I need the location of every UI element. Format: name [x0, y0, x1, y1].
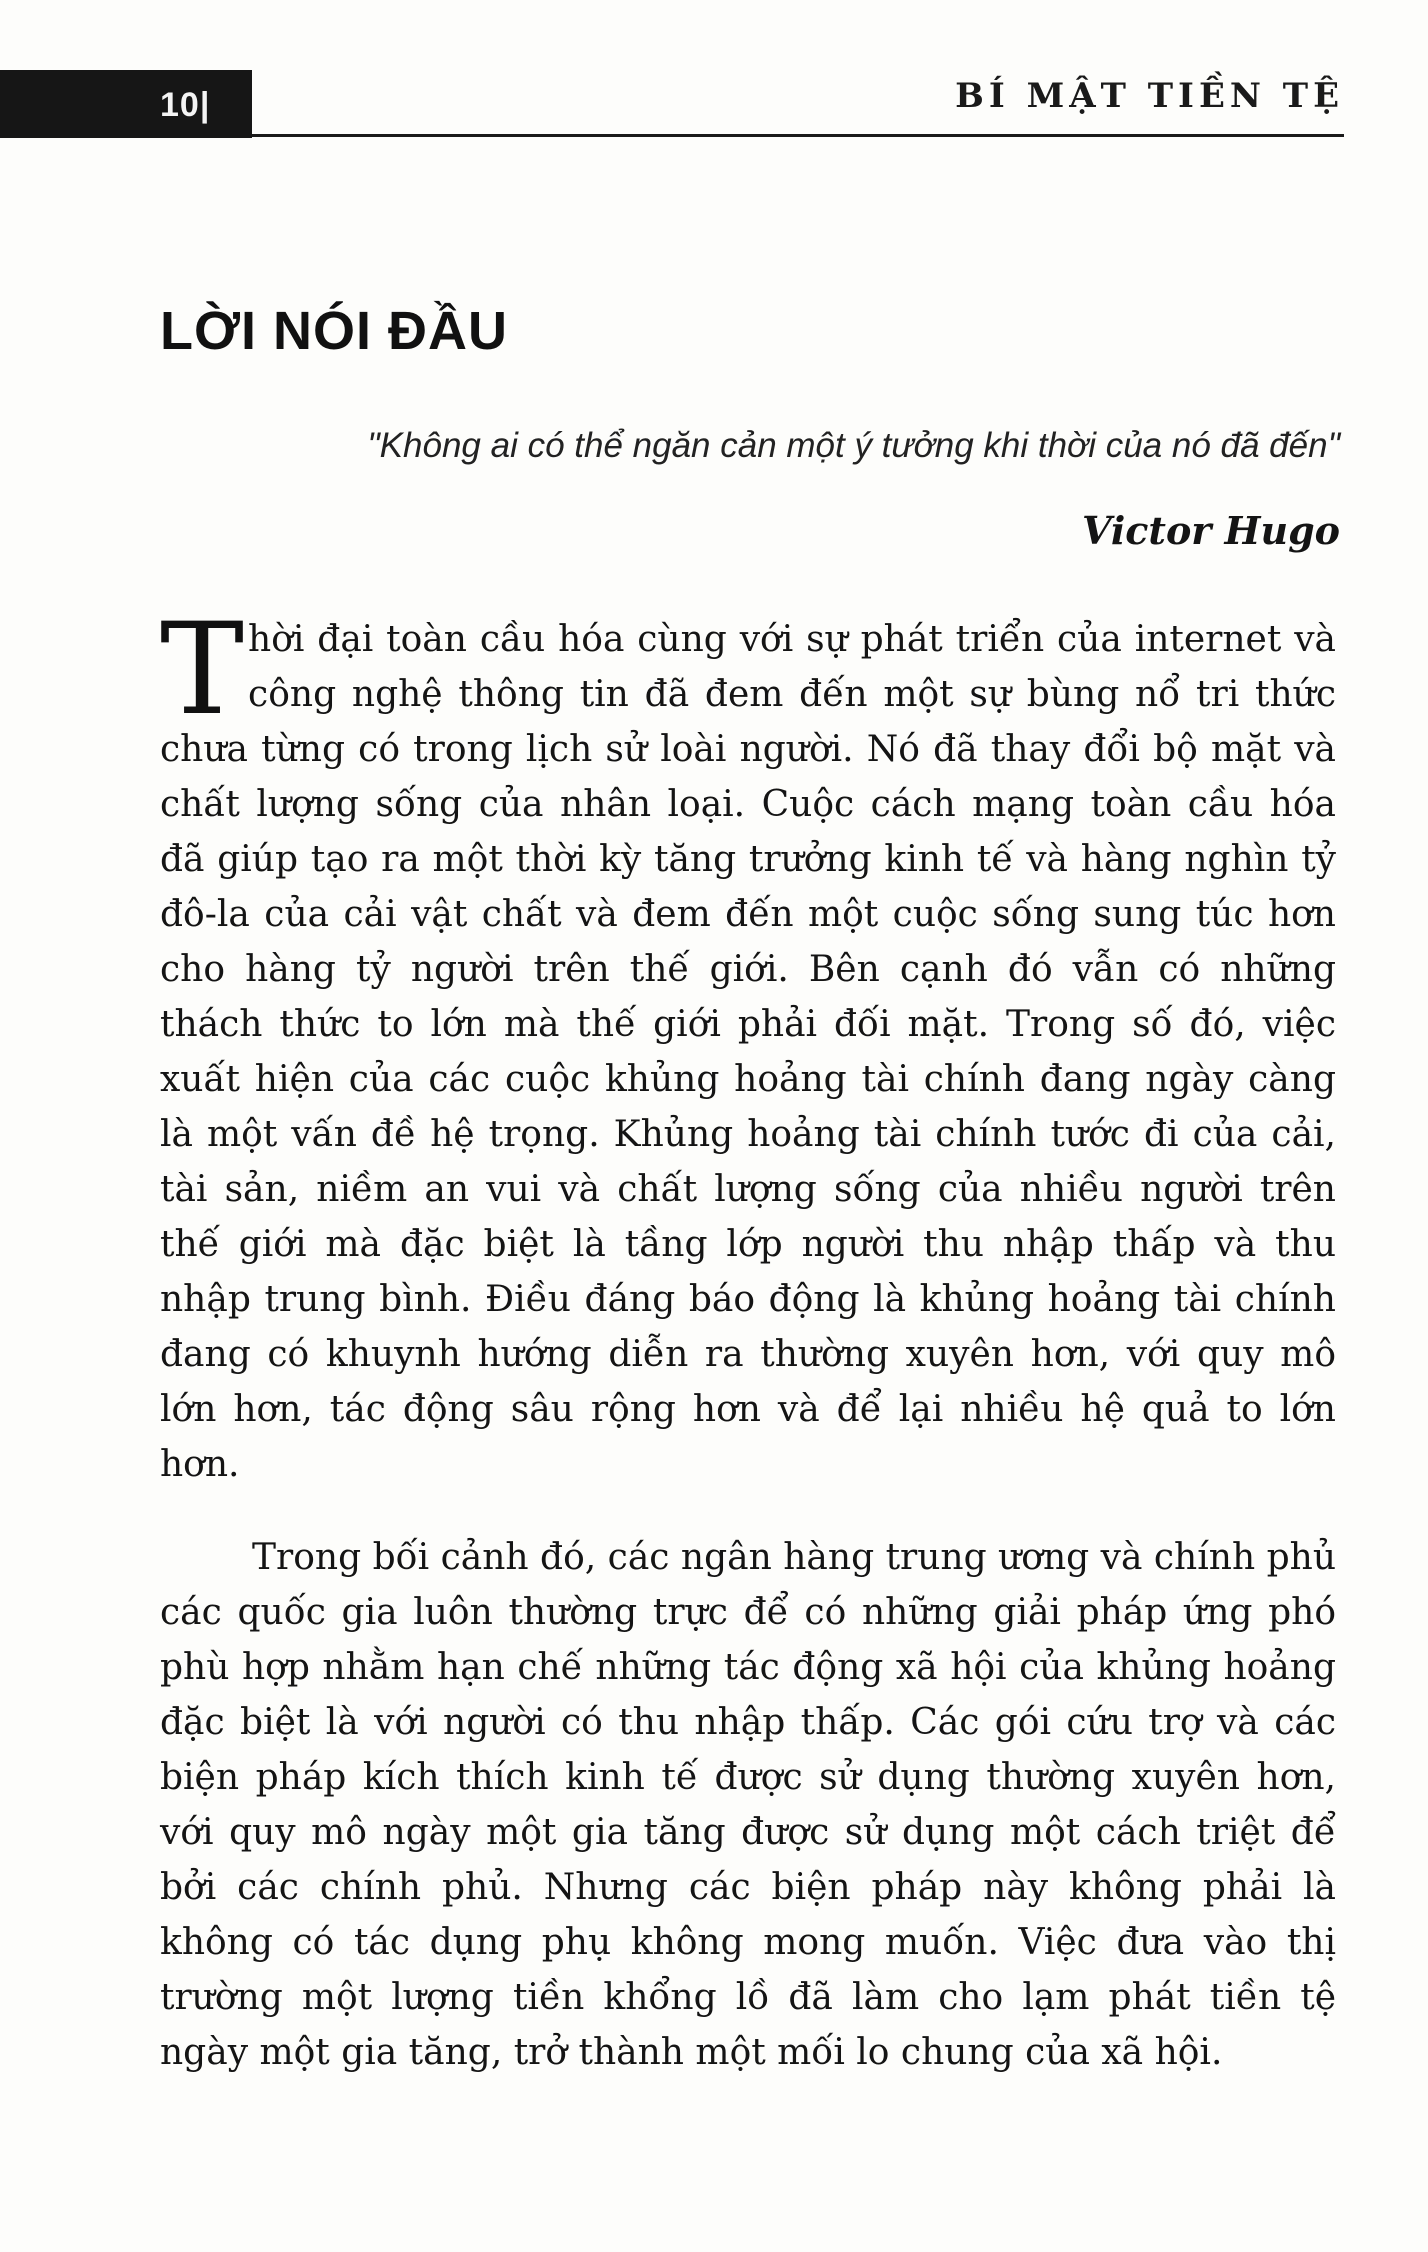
page-number-tab: [0, 70, 252, 138]
paragraph-1-text: hời đại toàn cầu hóa cùng với sự phát triển của internet và công nghệ thông tin đã đem đến một sự bùng nổ tri thức chưa từng có trong lịch sử loài người. Nó đã thay đổi bộ mặt và chất lượng sống của nhân loại. Cuộc cách mạng toàn cầu hóa đã giúp tạo ra một thời kỳ tăng trưởng kinh tế và hàng nghìn tỷ đô-la của cải vật chất và đem đến một cuộc sống sung túc hơn cho hàng tỷ người trên thế giới. Bên cạnh đó vẫn có những thách thức to lớn mà thế giới phải đối mặt. Trong số đó, việc xuất hiện của các cuộc khủng hoảng tài chính đang ngày càng là một vấn đề hệ trọng. Khủng hoảng tài chính tước đi của cải, tài sản, niềm an vui và chất lượng sống của nhiều người trên thế giới mà đặc biệt là tầng lớp người thu nhập thấp và thu nhập trung bình. Điều đáng báo động là khủng hoảng tài chính đang có khuynh hướng diễn ra thường xuyên hơn, với quy mô lớn hơn, tác động sâu rộng hơn và để lại nhiều hệ quả to lớn hơn.: [160, 619, 1336, 1485]
body-text: [160, 596, 1336, 2080]
paragraph-1: [160, 596, 1336, 1492]
page-header: [0, 70, 1428, 142]
chapter-title: LỜI NÓI ĐẦU: [160, 301, 509, 361]
epigraph-quote: "Không ai có thể ngăn cản một ý tưởng khi thời của nó đã đến": [367, 426, 1340, 465]
epigraph-author: Victor Hugo: [1082, 508, 1340, 553]
paragraph-2: Trong bối cảnh đó, các ngân hàng trung ương và chính phủ các quốc gia luôn thường trực để có những giải pháp ứng phó phù hợp nhằm hạn chế những tác động xã hội của khủng hoảng đặc biệt là với người có thu nhập thấp. Các gói cứu trợ và các biện pháp kích thích kinh tế được sử dụng thường xuyên hơn, với quy mô ngày một gia tăng được sử dụng một cách triệt để bởi các chính phủ. Nhưng các biện pháp này không phải là không có tác dụng phụ không mong muốn. Việc đưa vào thị trường một lượng tiền khổng lồ đã làm cho lạm phát tiền tệ ngày một gia tăng, trở thành một mối lo chung của xã hội.: [160, 1537, 1336, 2073]
drop-cap: T: [160, 596, 245, 743]
header-rule: [252, 134, 1344, 137]
running-book-title: BÍ MẬT TIỀN TỆ: [955, 76, 1344, 116]
page-number: 10|: [160, 86, 211, 124]
